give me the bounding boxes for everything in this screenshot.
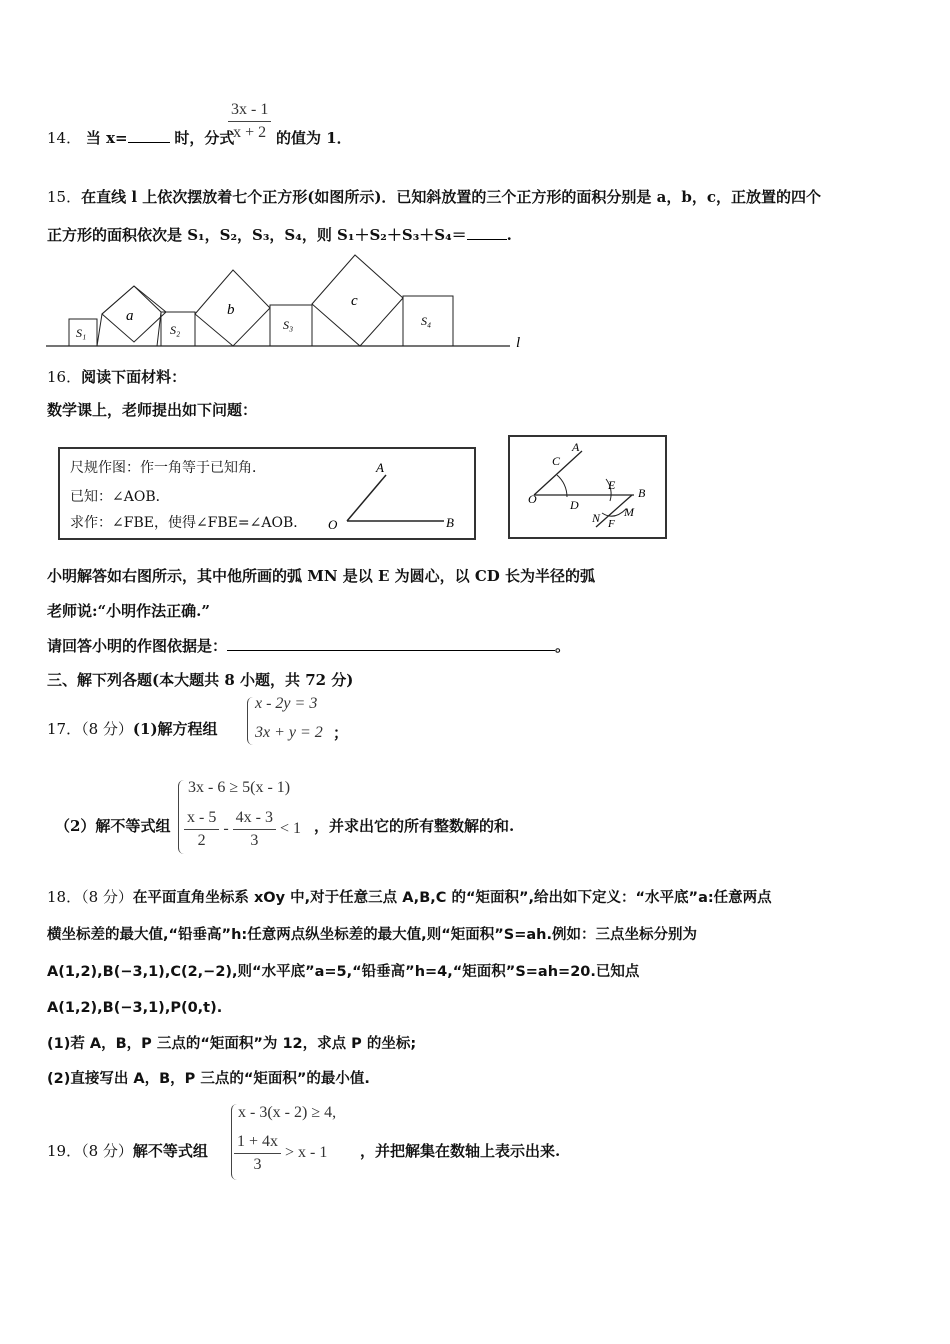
- q17-brace1: [247, 697, 254, 745]
- q17-score: （8 分）: [81, 720, 133, 738]
- q16-intro: 阅读下面材料：: [81, 368, 187, 386]
- q17-part2-end: ，并求出它的所有整数解的和.: [314, 817, 515, 835]
- q17-part1-label: (1): [132, 720, 158, 738]
- q16-intro-line: [47, 367, 186, 387]
- q14-number: 14．: [47, 129, 82, 147]
- q16-line4: 老师说:“小明作法正确.”: [47, 602, 211, 620]
- label-A: A: [376, 460, 384, 475]
- q18-line3: A(1,2),B(−3,1),C(2,−2),则“水平底”a=5,“铅垂高”h=4,“矩面积”S=ah=20.已知点: [47, 964, 640, 980]
- q17-eq2: 3x + y = 2: [255, 724, 323, 741]
- q17-eq1: x - 2y = 3: [255, 695, 318, 712]
- q16-line5-suffix: 。: [555, 637, 571, 655]
- q14-frac-denominator: x + 2: [233, 124, 267, 141]
- q17-f2-den: 3: [250, 832, 259, 849]
- ray-oa: [347, 475, 386, 521]
- q14-suffix: 的值为 1．: [276, 129, 352, 147]
- q18-line6: (2)直接写出 A，B，P 三点的“矩面积”的最小值.: [47, 1071, 370, 1087]
- q14-prefix: 当 x=: [85, 129, 128, 147]
- q18-number: 18．: [47, 888, 82, 906]
- q17-f1-den: 2: [197, 832, 206, 849]
- q16-answer-blank[interactable]: [227, 650, 555, 651]
- q17-ineq1: 3x - 6 ≥ 5(x - 1): [188, 779, 291, 796]
- fig2-label-O: O: [528, 492, 537, 506]
- angle-aob-figure: [320, 455, 470, 531]
- q14-line: [47, 128, 234, 148]
- q18-line5: (1)若 A，B，P 三点的“矩面积”为 12，求点 P 的坐标;: [47, 1036, 417, 1052]
- arc-mn: [602, 509, 626, 516]
- q16-line3: 小明解答如右图所示，其中他所画的弧 MN 是以 E 为圆心，以 CD 长为半径的弧: [47, 567, 596, 585]
- q18-score: （8 分）: [81, 888, 133, 906]
- fig2-label-C: C: [552, 454, 561, 468]
- q15-period: .: [506, 226, 512, 244]
- q17-ineq2: [184, 809, 301, 850]
- q19-ineq2: [234, 1133, 327, 1174]
- label-s2: S₂: [170, 323, 181, 337]
- label-O: O: [328, 517, 338, 531]
- q19-end: ，并把解集在数轴上表示出来.: [360, 1142, 561, 1160]
- fig2-label-E: E: [608, 478, 616, 492]
- q14-frac-numerator: 3x - 1: [228, 101, 271, 122]
- q19-number: 19．: [47, 1142, 82, 1160]
- q19-frac-den: 3: [253, 1156, 262, 1173]
- q17-op: -: [223, 820, 229, 838]
- q15-text1: 在直线 l 上依次摆放着七个正方形(如图所示)．已知斜放置的三个正方形的面积分别是 a，b，c，正放置的四个: [81, 188, 821, 206]
- q19-line: [47, 1141, 208, 1161]
- q17-f1-num: x - 5: [184, 809, 219, 830]
- q18-line4: A(1,2),B(−3,1),P(0,t).: [47, 1000, 223, 1016]
- q19-score: （8 分）: [81, 1142, 133, 1160]
- label-a: a: [126, 308, 134, 324]
- q15-text2: 正方形的面积依次是 S₁，S₂，S₃，S₄，则 S₁＋S₂＋S₃＋S₄＝: [47, 226, 467, 244]
- q17-number: 17．: [47, 720, 82, 738]
- q17-rel: < 1: [279, 820, 302, 838]
- q17-part2-label: （2）解不等式组: [55, 817, 171, 835]
- q16-problem-box: [58, 447, 476, 540]
- label-s4: S₄: [421, 314, 432, 328]
- q16-line2: 数学课上，老师提出如下问题：: [47, 401, 258, 419]
- q18-line1: [47, 887, 772, 908]
- q19-text: 解不等式组: [132, 1142, 208, 1160]
- q18-text1: 在平面直角坐标系 xOy 中,对于任意三点 A,B,C 的“矩面积”,给出如下定义：“水平底”a:任意两点: [132, 890, 772, 906]
- q19-ineq1: x - 3(x - 2) ≥ 4,: [238, 1104, 337, 1121]
- q18-line2: 横坐标差的最大值,“铅垂高”h:任意两点纵坐标差的最大值,则“矩面积”S=ah.例如：三点坐标分别为: [47, 927, 697, 943]
- arc-cd: [557, 475, 567, 497]
- q14-mid: 时，分式: [174, 129, 235, 147]
- q14-answer-blank[interactable]: [128, 142, 170, 143]
- q19-frac-num: 1 + 4x: [234, 1133, 281, 1154]
- fig2-label-D: D: [570, 498, 579, 512]
- q17-part1-text: 解方程组: [157, 720, 218, 738]
- label-B: B: [446, 515, 454, 530]
- label-c: c: [351, 293, 358, 309]
- q15-number: 15．: [47, 188, 82, 206]
- q16-line5: [47, 636, 570, 656]
- q17-part1-end: ；: [333, 724, 349, 742]
- q17-line1: [47, 719, 218, 739]
- q15-answer-blank[interactable]: [467, 239, 507, 240]
- q15-line2: [47, 225, 512, 245]
- q14-fraction: [228, 101, 271, 142]
- fig2-label-N: N: [592, 511, 601, 525]
- q19-rel: > x - 1: [285, 1144, 328, 1162]
- label-s1: S₁: [76, 326, 87, 340]
- box-line2: 已知：∠AOB．: [70, 489, 170, 505]
- q15-line1: [47, 187, 821, 207]
- label-s3: S₃: [283, 318, 294, 332]
- section3-title: 三、解下列各题(本大题共 8 小题，共 72 分): [47, 671, 354, 689]
- box-line3: 求作：∠FBE，使得∠FBE=∠AOB．: [70, 515, 308, 531]
- q17-f2-num: 4x - 3: [233, 809, 276, 830]
- label-l: l: [516, 335, 521, 351]
- box-line1: 尺规作图：作一角等于已知角．: [70, 460, 266, 476]
- fig2-label-M: M: [624, 505, 634, 519]
- q16-solution-box: [508, 435, 667, 539]
- label-b: b: [227, 302, 235, 318]
- square-a-tilted: [102, 286, 166, 342]
- q16-number: 16．: [47, 368, 82, 386]
- q16-line5-prefix: 请回答小明的作图依据是：: [47, 637, 228, 655]
- q15-squares-figure: [40, 248, 540, 354]
- fig2-label-A: A: [572, 440, 580, 454]
- fig2-label-F: F: [608, 518, 615, 530]
- fig2-label-B: B: [638, 486, 646, 500]
- construction-figure: [510, 437, 665, 537]
